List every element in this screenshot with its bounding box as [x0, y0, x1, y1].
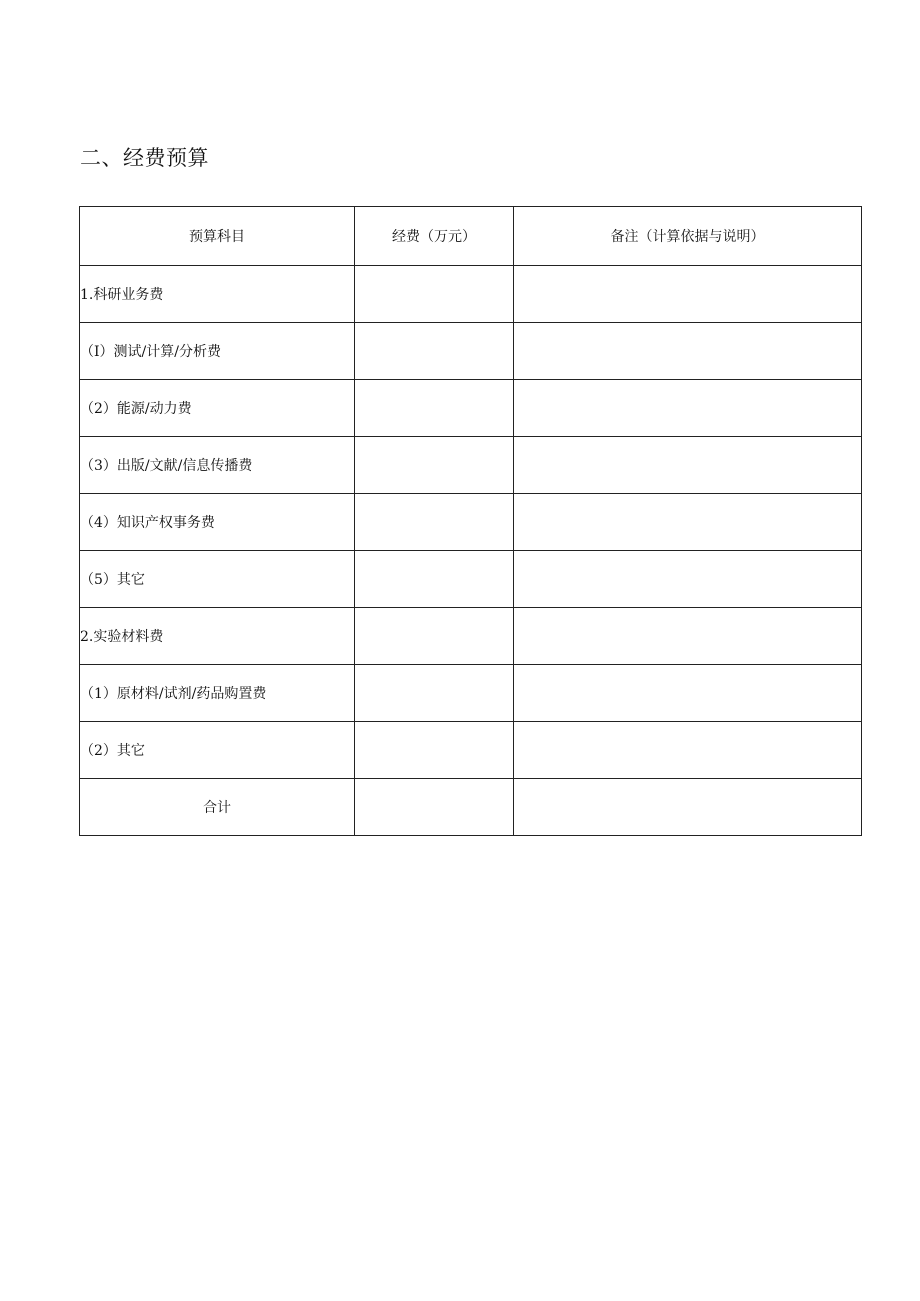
- table-row: [80, 380, 862, 437]
- table-row: [80, 665, 862, 722]
- total-note-cell[interactable]: [514, 779, 862, 836]
- header-budget-item: 预算科目: [80, 207, 355, 266]
- amount-cell[interactable]: [355, 380, 514, 437]
- table-row: [80, 323, 862, 380]
- table-row: [80, 494, 862, 551]
- note-cell[interactable]: [514, 665, 862, 722]
- note-cell[interactable]: [514, 266, 862, 323]
- amount-cell[interactable]: [355, 323, 514, 380]
- amount-cell[interactable]: [355, 266, 514, 323]
- row-label: （1）原材料/试剂/药品购置费: [80, 665, 355, 722]
- note-cell[interactable]: [514, 608, 862, 665]
- note-cell[interactable]: [514, 551, 862, 608]
- table-row: [80, 266, 862, 323]
- total-label: 合计: [80, 779, 355, 836]
- amount-cell[interactable]: [355, 665, 514, 722]
- row-label: （3）出版/文献/信息传播费: [80, 437, 355, 494]
- header-note: 备注（计算依据与说明）: [514, 207, 862, 266]
- row-label: （I）测试/计算/分析费: [80, 323, 355, 380]
- note-cell[interactable]: [514, 380, 862, 437]
- table-row: [80, 608, 862, 665]
- note-cell[interactable]: [514, 494, 862, 551]
- note-cell[interactable]: [514, 437, 862, 494]
- table-row: [80, 437, 862, 494]
- section-title: 二、经费预算: [80, 146, 209, 170]
- amount-cell[interactable]: [355, 494, 514, 551]
- amount-cell[interactable]: [355, 608, 514, 665]
- budget-table: [79, 206, 862, 836]
- row-label: （4）知识产权事务费: [80, 494, 355, 551]
- row-label: 2.实验材料费: [80, 608, 355, 665]
- amount-cell[interactable]: [355, 551, 514, 608]
- row-label: （2）其它: [80, 722, 355, 779]
- amount-cell[interactable]: [355, 722, 514, 779]
- total-row: [80, 779, 862, 836]
- table-header-row: [80, 207, 862, 266]
- row-label: （5）其它: [80, 551, 355, 608]
- row-label: （2）能源/动力费: [80, 380, 355, 437]
- table-row: [80, 722, 862, 779]
- total-amount-cell[interactable]: [355, 779, 514, 836]
- table-row: [80, 551, 862, 608]
- amount-cell[interactable]: [355, 437, 514, 494]
- note-cell[interactable]: [514, 323, 862, 380]
- note-cell[interactable]: [514, 722, 862, 779]
- header-amount: 经费（万元）: [355, 207, 514, 266]
- row-label: 1.科研业务费: [80, 266, 355, 323]
